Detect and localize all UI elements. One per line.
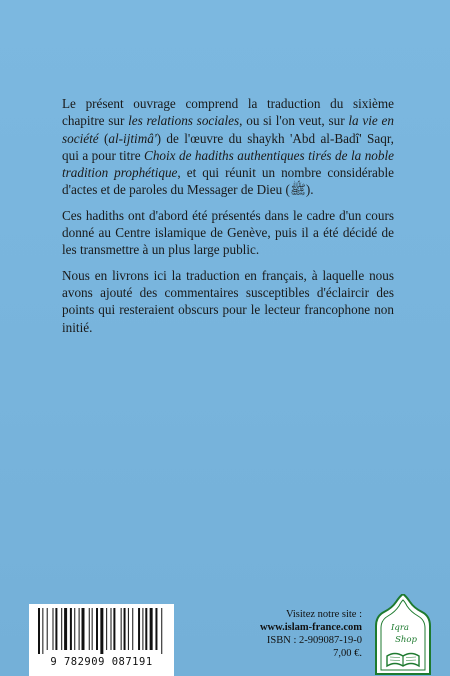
mosque-book-logo-icon xyxy=(370,594,436,676)
italic-text: Choix de hadiths authentiques tirés de la noble tradition prophétique xyxy=(62,147,394,181)
blurb-text xyxy=(62,95,394,344)
barcode-bar xyxy=(61,608,62,650)
barcode-digits: 9 782909 087191 xyxy=(50,656,153,668)
barcode-bar xyxy=(111,608,112,650)
barcode-bar xyxy=(53,608,54,650)
text-segment: ) de l'œuvre du shaykh 'Abd al-Badî' Saqr, qui a pour titre xyxy=(62,130,394,163)
barcode-bar xyxy=(155,608,157,650)
isbn-text: ISBN : 2-909087-19-0 xyxy=(266,635,362,646)
text-segment: Le présent ouvrage comprend la traduction du sixième chapitre sur xyxy=(62,96,394,129)
visit-site-label: Visitez notre site : xyxy=(285,609,362,620)
barcode-bar xyxy=(89,608,90,650)
barcode-bar xyxy=(106,608,107,650)
blurb-paragraph xyxy=(62,95,394,199)
barcode-bar xyxy=(96,608,98,650)
barcode-bars xyxy=(36,608,167,654)
barcode-bar xyxy=(113,608,115,650)
blurb-paragraph xyxy=(62,207,394,259)
barcode-bar xyxy=(82,608,85,650)
text-segment: Ces hadiths ont d'abord été présentés dans le cadre d'un cours donné au Centre islamique de Genève, puis il a été décidé de les transmettre à un plus large public. xyxy=(62,207,394,258)
website-url: www.islam-france.com xyxy=(259,622,362,633)
italic-text: les relations sociales xyxy=(128,113,240,129)
barcode xyxy=(29,604,174,676)
logo-line1: Iqra xyxy=(391,623,409,633)
text-segment: Nous en livrons ici la traduction en français, à laquelle nous avons ajouté des commentaires susceptibles d'éclaircir des points qui resteraient obscurs pour le lecteur francophone non initié. xyxy=(62,267,394,335)
barcode-bar xyxy=(38,608,40,654)
barcode-bar xyxy=(55,608,57,650)
barcode-bar xyxy=(47,608,48,650)
text-segment: , ou si l'on veut, sur xyxy=(239,113,349,129)
barcode-bar xyxy=(74,608,75,650)
barcode-bar xyxy=(150,608,153,650)
barcode-bar xyxy=(132,608,133,650)
italic-text: al-ijtimâ' xyxy=(108,130,157,146)
price-text: 7,00 €. xyxy=(333,648,362,659)
barcode-bar xyxy=(42,608,43,654)
barcode-bar xyxy=(128,608,129,650)
barcode-bar xyxy=(142,608,143,650)
barcode-bar xyxy=(121,608,122,650)
blurb-paragraph xyxy=(62,267,394,336)
text-segment: , et qui réunit un nombre considérable d'actes et de paroles du Messager de Dieu (ﷺ). xyxy=(62,165,394,198)
italic-text: la vie en société xyxy=(62,113,394,146)
logo-line2: Shop xyxy=(395,635,417,645)
barcode-bar xyxy=(138,608,140,650)
barcode-bar xyxy=(70,608,72,650)
barcode-bar xyxy=(145,608,147,650)
barcode-bar xyxy=(161,608,162,654)
publisher-info xyxy=(260,608,362,660)
barcode-bar xyxy=(124,608,126,650)
barcode-bar xyxy=(92,608,93,650)
text-segment: ( xyxy=(98,130,109,146)
barcode-bar xyxy=(79,608,80,650)
barcode-bar xyxy=(100,608,103,654)
barcode-bar xyxy=(64,608,67,650)
